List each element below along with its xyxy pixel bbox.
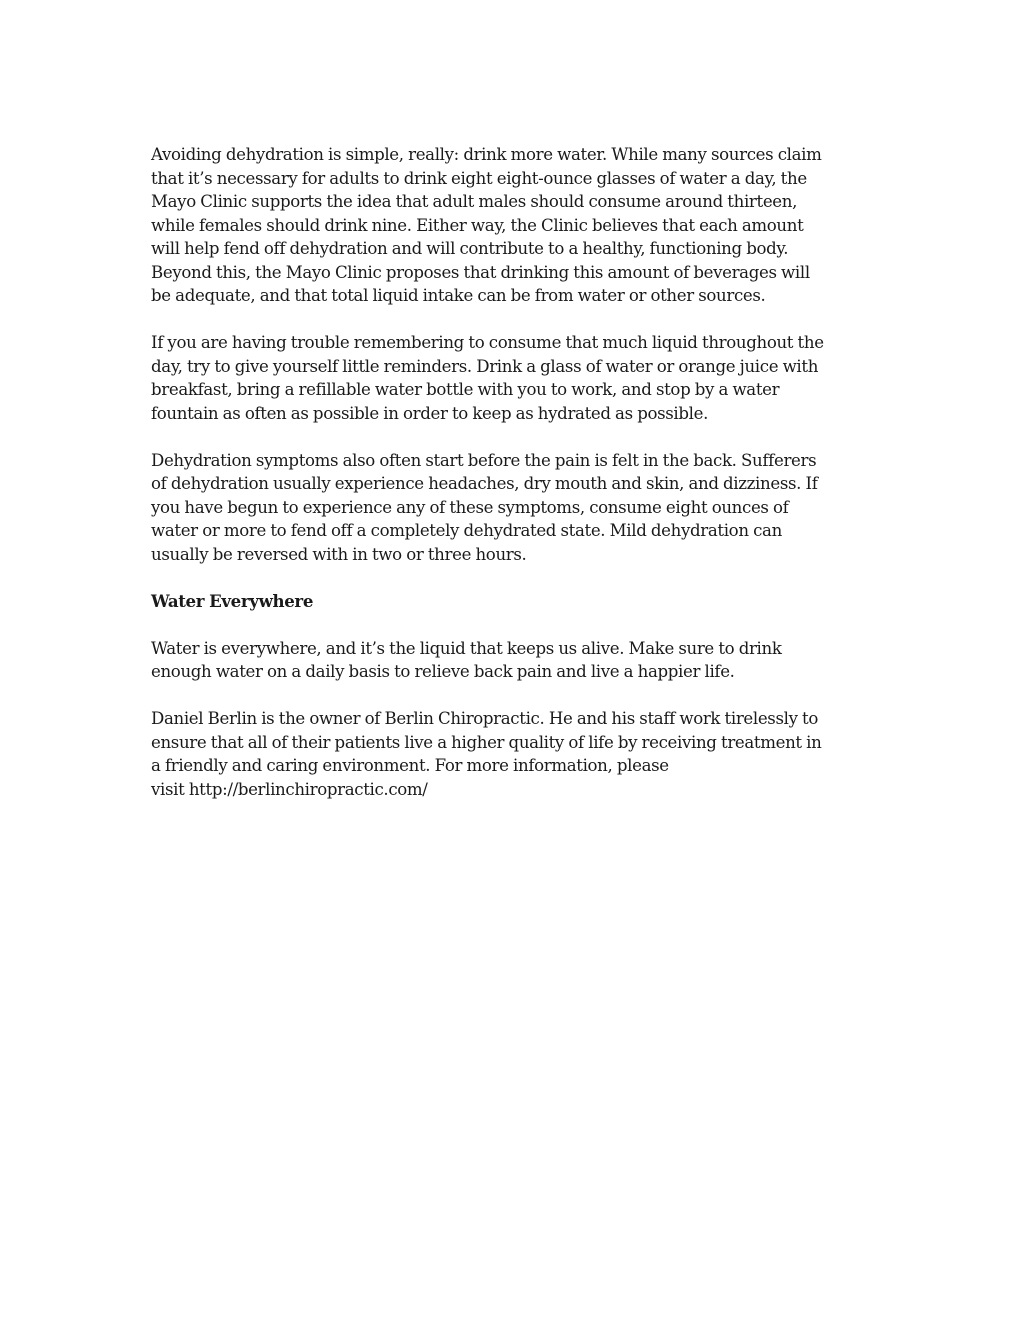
text-line: that it’s necessary for adults to drink eight eight-ounce glasses of water a day, the [151,168,807,188]
paragraph-water-everywhere [151,637,881,684]
text-line: Water is everywhere, and it’s the liquid that keeps us alive. Make sure to drink [151,638,782,658]
text-line: Avoiding dehydration is simple, really: drink more water. While many sources claim [151,145,822,164]
text-line: be adequate, and that total liquid intake can be from water or other sources. [151,286,766,305]
text-line: day, try to give yourself little reminders. Drink a glass of water or orange juice with [151,356,819,376]
text-line: a friendly and caring environment. For more information, please [151,756,669,775]
text-line: will help fend off dehydration and will contribute to a healthy, functioning body. [151,239,789,258]
text-line: Beyond this, the Mayo Clinic proposes that drinking this amount of beverages will [151,262,810,282]
text-line: Dehydration symptoms also often start before the pain is felt in the back. Sufferers [151,450,817,470]
text-line: water or more to fend off a completely dehydrated state. Mild dehydration can [151,521,782,540]
text-line: fountain as often as possible in order to keep as hydrated as possible. [151,403,709,423]
text-line: enough water on a daily basis to relieve back pain and live a happier life. [151,662,735,681]
paragraph-reminders [151,331,881,425]
text-line: Daniel Berlin is the owner of Berlin Chiropractic. He and his staff work tirelessly to [151,709,818,728]
section-heading [151,590,881,614]
heading-text: Water Everywhere [151,590,314,611]
paragraph-author-bio [151,707,881,801]
text-line: ensure that all of their patients live a higher quality of life by receiving treatment in [151,732,822,752]
text-line: usually be reversed with in two or three hours. [151,544,527,564]
document-body [151,143,881,825]
text-line: If you are having trouble remembering to consume that much liquid throughout the [151,333,824,352]
paragraph-dehydration-avoidance [151,143,881,308]
text-line: breakfast, bring a refillable water bottle with you to work, and stop by a water [151,380,780,399]
text-line: you have begun to experience any of these symptoms, consume eight ounces of [151,497,789,517]
text-line: of dehydration usually experience headaches, dry mouth and skin, and dizziness. If [151,474,818,493]
text-line: visit http://berlinchiropractic.com/ [151,779,428,799]
text-line: while females should drink nine. Either way, the Clinic believes that each amount [151,215,804,235]
text-line: Mayo Clinic supports the idea that adult males should consume around thirteen, [151,192,798,211]
paragraph-symptoms [151,449,881,567]
